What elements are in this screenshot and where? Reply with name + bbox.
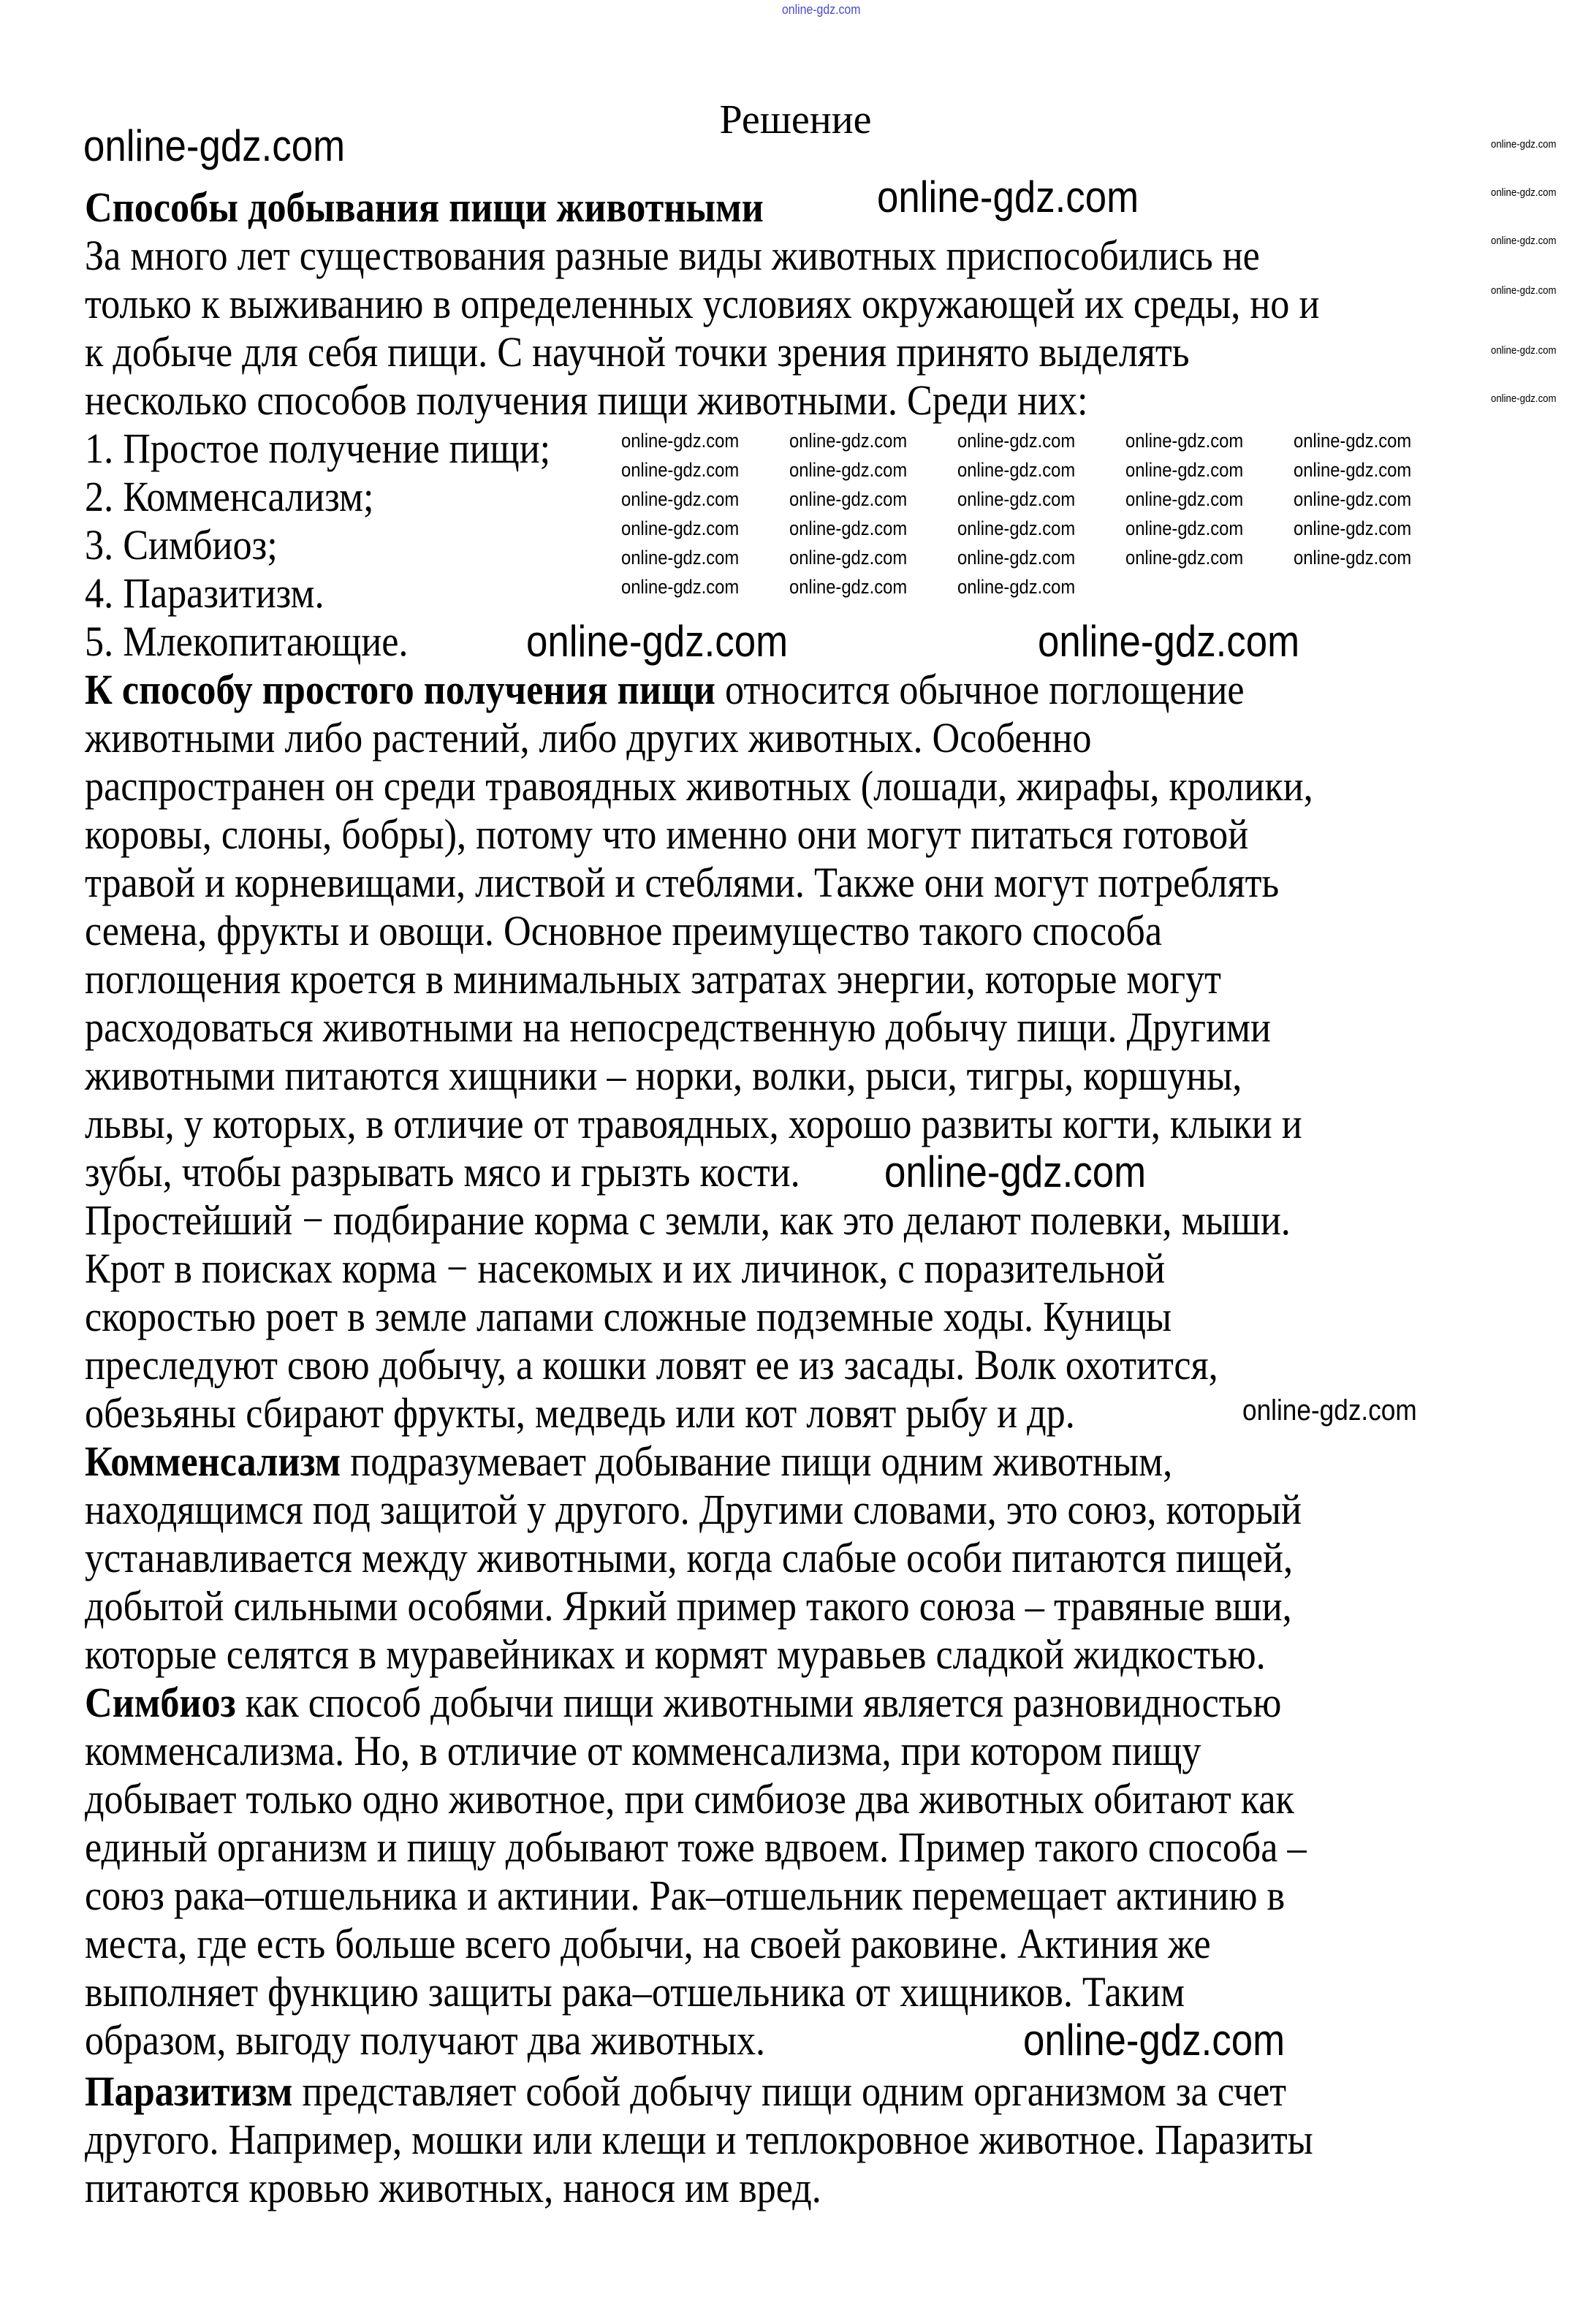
text-line bbox=[85, 521, 278, 569]
text-segment: другого. Например, мошки или клещи и теплокровное животное. Паразиты bbox=[85, 2116, 1313, 2163]
watermark: online-gdz.com bbox=[1125, 430, 1244, 452]
text-line bbox=[85, 907, 1162, 955]
text-segment: 3. Симбиоз; bbox=[85, 521, 278, 569]
watermark: online-gdz.com bbox=[621, 547, 740, 569]
watermark: online-gdz.com bbox=[621, 517, 740, 539]
watermark: online-gdz.com bbox=[1491, 235, 1557, 247]
watermark: online-gdz.com bbox=[1491, 138, 1557, 151]
watermark: online-gdz.com bbox=[621, 488, 740, 510]
watermark: online-gdz.com bbox=[1491, 186, 1557, 199]
text-line bbox=[85, 425, 550, 473]
text-line bbox=[85, 1293, 1172, 1341]
watermark: online-gdz.com bbox=[1491, 344, 1557, 357]
watermark: online-gdz.com bbox=[1294, 488, 1412, 510]
text-segment: несколько способов получения пищи животными. Среди них: bbox=[85, 376, 1088, 424]
text-segment: которые селятся в муравейниках и кормят муравьев сладкой жидкостью. bbox=[85, 1630, 1266, 1678]
bold-term: К способу простого получения пищи bbox=[85, 666, 715, 713]
text-line bbox=[85, 1775, 1294, 1823]
text-line bbox=[85, 232, 1260, 280]
watermark: online-gdz.com bbox=[621, 576, 740, 598]
watermark: online-gdz.com bbox=[1125, 517, 1244, 539]
watermark: online-gdz.com bbox=[1294, 459, 1412, 481]
text-segment: животными либо растений, либо других животных. Особенно bbox=[85, 714, 1092, 762]
text-segment: скоростью роет в земле лапами сложные подземные ходы. Куницы bbox=[85, 1293, 1172, 1340]
text-line bbox=[85, 183, 764, 232]
text-line bbox=[85, 1968, 1185, 2016]
text-line bbox=[85, 2116, 1313, 2164]
watermark: online-gdz.com bbox=[1294, 547, 1412, 569]
watermark: online-gdz.com bbox=[884, 1147, 1147, 1196]
text-segment: преследуют свою добычу, а кошки ловят ее из засады. Волк охотится, bbox=[85, 1341, 1218, 1389]
text-line bbox=[85, 1003, 1271, 1052]
text-line bbox=[85, 955, 1221, 1003]
text-segment: 1. Простое получение пищи; bbox=[85, 425, 551, 472]
text-line bbox=[85, 714, 1092, 762]
watermark: online-gdz.com bbox=[526, 617, 789, 666]
text-segment: обезьяны сбирают фрукты, медведь или кот ловят рыбу и др. bbox=[85, 1389, 1075, 1437]
text-segment: 4. Паразитизм. bbox=[85, 569, 324, 617]
text-line bbox=[85, 1389, 1075, 1438]
text-segment: относится обычное поглощение bbox=[715, 666, 1245, 713]
text-segment: За много лет существования разные виды животных приспособились не bbox=[85, 232, 1260, 279]
watermark: online-gdz.com bbox=[1491, 392, 1557, 405]
watermark: online-gdz.com bbox=[789, 430, 908, 452]
watermark: online-gdz.com bbox=[877, 172, 1139, 221]
watermark: online-gdz.com bbox=[1491, 284, 1557, 297]
text-line bbox=[85, 1679, 1281, 1727]
text-line bbox=[85, 2067, 1286, 2116]
watermark: online-gdz.com bbox=[83, 121, 346, 170]
text-line bbox=[85, 1052, 1242, 1100]
text-segment: животными питаются хищники – норки, волки, рыси, тигры, коршуны, bbox=[85, 1052, 1242, 1099]
text-segment: выполняет функцию защиты рака–отшельника от хищников. Таким bbox=[85, 1968, 1185, 2016]
watermark: online-gdz.com bbox=[782, 2, 861, 17]
text-segment: представляет собой добычу пищи одним организмом за счет bbox=[292, 2067, 1287, 2115]
text-line bbox=[85, 762, 1313, 810]
watermark: online-gdz.com bbox=[957, 459, 1076, 481]
text-line bbox=[85, 473, 374, 521]
text-segment: травой и корневищами, листвой и стеблями. Также они могут потреблять bbox=[85, 859, 1280, 906]
text-line bbox=[85, 1630, 1266, 1679]
text-segment: питаются кровью животных, нанося им вред. bbox=[85, 2164, 821, 2211]
text-segment: зубы, чтобы разрывать мясо и грызть кости. bbox=[85, 1148, 800, 1196]
watermark: online-gdz.com bbox=[1294, 517, 1412, 539]
watermark: online-gdz.com bbox=[789, 547, 908, 569]
text-segment: Крот в поисках корма − насекомых и их личинок, с поразительной bbox=[85, 1245, 1166, 1292]
watermark: online-gdz.com bbox=[1242, 1394, 1417, 1427]
text-segment: комменсализма. Но, в отличие от комменсализма, при котором пищу bbox=[85, 1727, 1201, 1774]
text-line bbox=[85, 2016, 765, 2065]
text-line bbox=[85, 569, 324, 618]
watermark: online-gdz.com bbox=[789, 459, 908, 481]
watermark: online-gdz.com bbox=[789, 576, 908, 598]
text-line bbox=[85, 1196, 1291, 1245]
text-segment: поглощения кроется в минимальных затратах энергии, которые могут bbox=[85, 955, 1221, 1003]
text-segment: только к выживанию в определенных условиях окружающей их среды, но и bbox=[85, 280, 1320, 327]
text-line bbox=[85, 1245, 1165, 1293]
text-segment: находящимся под защитой у другого. Другими словами, это союз, который bbox=[85, 1486, 1302, 1533]
text-segment: львы, у которых, в отличие от травоядных, хорошо развиты когти, клыки и bbox=[85, 1100, 1302, 1147]
text-segment: добывает только одно животное, при симбиозе два животных обитают как bbox=[85, 1775, 1294, 1823]
text-line bbox=[85, 328, 1190, 376]
text-segment: коровы, слоны, бобры), потому что именно они могут питаться готовой bbox=[85, 810, 1249, 858]
text-segment: места, где есть больше всего добычи, на своей раковине. Актиния же bbox=[85, 1920, 1211, 1967]
text-segment: семена, фрукты и овощи. Основное преимущество такого способа bbox=[85, 907, 1163, 954]
text-line bbox=[85, 1341, 1218, 1389]
text-segment: образом, выгоду получают два животных. bbox=[85, 2016, 766, 2064]
watermark: online-gdz.com bbox=[1125, 547, 1244, 569]
text-segment: 5. Млекопитающие. bbox=[85, 618, 409, 665]
text-line bbox=[85, 666, 1245, 714]
watermark: online-gdz.com bbox=[957, 547, 1076, 569]
text-line bbox=[85, 1727, 1201, 1775]
watermark: online-gdz.com bbox=[957, 430, 1076, 452]
bold-term: Паразитизм bbox=[85, 2067, 293, 2115]
text-segment: устанавливается между животными, когда слабые особи питаются пищей, bbox=[85, 1534, 1294, 1581]
text-line bbox=[85, 1438, 1172, 1486]
watermark: online-gdz.com bbox=[1023, 2016, 1286, 2065]
watermark: online-gdz.com bbox=[789, 488, 908, 510]
text-line bbox=[85, 280, 1319, 328]
text-line bbox=[85, 1582, 1292, 1630]
text-segment: как способ добычи пищи животными является разновидностью bbox=[235, 1679, 1282, 1726]
watermark: online-gdz.com bbox=[957, 576, 1076, 598]
text-segment: подразумевает добывание пищи одним животным, bbox=[341, 1438, 1173, 1485]
watermark: online-gdz.com bbox=[621, 459, 740, 481]
text-line bbox=[85, 618, 408, 666]
text-line bbox=[85, 1872, 1285, 1920]
bold-term: Комменсализм bbox=[85, 1438, 341, 1485]
text-segment: союз рака–отшельника и актинии. Рак–отшельник перемещает актинию в bbox=[85, 1872, 1286, 1919]
text-segment: добытой сильными особями. Яркий пример такого союза – травяные вши, bbox=[85, 1582, 1292, 1630]
text-line bbox=[85, 1100, 1302, 1148]
watermark: online-gdz.com bbox=[789, 517, 908, 539]
text-line bbox=[85, 376, 1087, 425]
text-line bbox=[85, 859, 1279, 907]
text-line bbox=[85, 810, 1248, 859]
watermark: online-gdz.com bbox=[1294, 430, 1412, 452]
text-segment: Простейший − подбирание корма с земли, как это делают полевки, мыши. bbox=[85, 1196, 1291, 1244]
watermark: online-gdz.com bbox=[1038, 617, 1300, 666]
text-line bbox=[85, 1920, 1211, 1968]
text-segment: единый организм и пищу добывают тоже вдвоем. Пример такого способа – bbox=[85, 1823, 1307, 1871]
text-line bbox=[85, 1534, 1293, 1582]
text-segment: расходоваться животными на непосредственную добычу пищи. Другими bbox=[85, 1003, 1271, 1051]
text-line bbox=[85, 1148, 800, 1196]
text-line bbox=[85, 1823, 1307, 1872]
watermark: online-gdz.com bbox=[957, 517, 1076, 539]
text-segment: к добыче для себя пищи. С научной точки зрения принято выделять bbox=[85, 328, 1190, 376]
text-segment: распространен он среди травоядных животных (лошади, жирафы, кролики, bbox=[85, 762, 1313, 810]
text-segment: 2. Комменсализм; bbox=[85, 473, 374, 520]
watermark: online-gdz.com bbox=[1125, 488, 1244, 510]
bold-term: Симбиоз bbox=[85, 1679, 236, 1726]
watermark: online-gdz.com bbox=[621, 430, 740, 452]
text-line bbox=[85, 1486, 1302, 1534]
page-title: Решение bbox=[719, 97, 872, 143]
text-line bbox=[85, 2164, 821, 2212]
bold-term: Способы добывания пищи животными bbox=[85, 183, 764, 231]
watermark: online-gdz.com bbox=[1125, 459, 1244, 481]
watermark: online-gdz.com bbox=[957, 488, 1076, 510]
